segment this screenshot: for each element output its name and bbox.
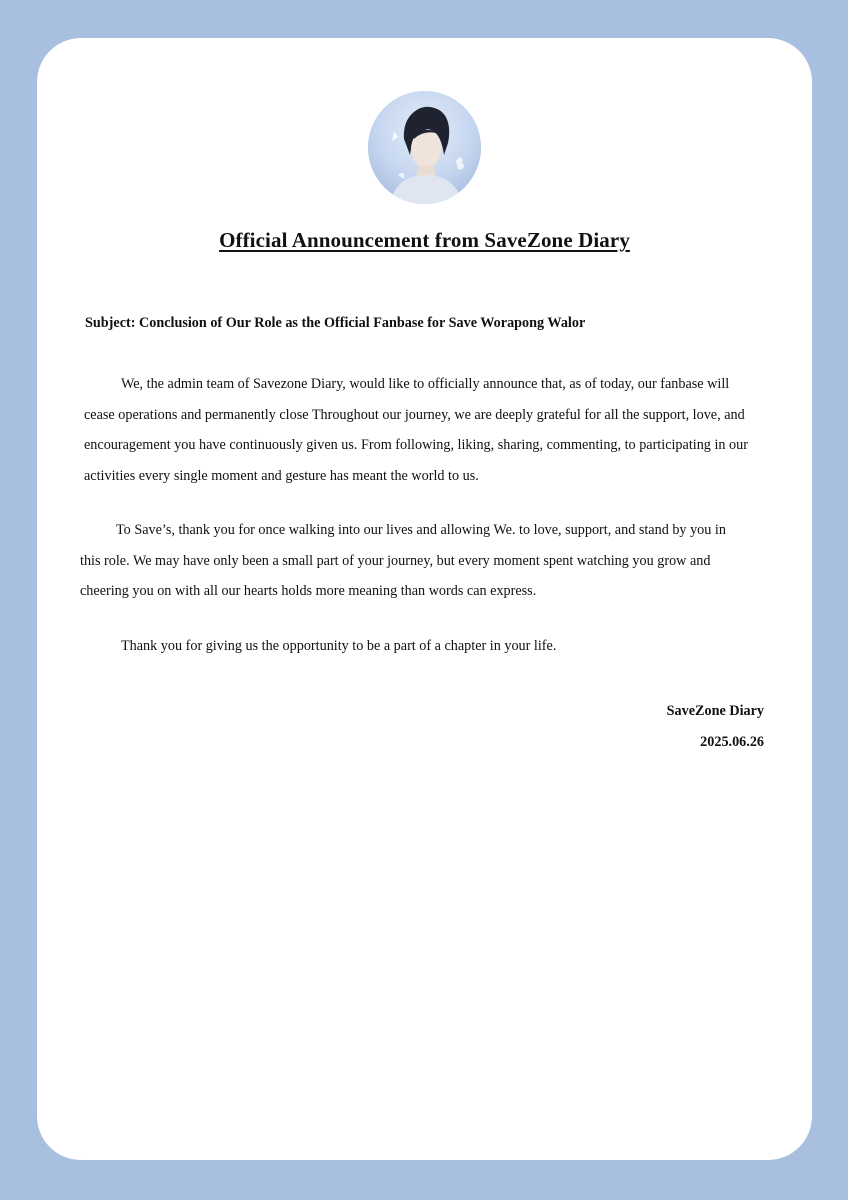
paragraph-2-line: To Save’s, thank you for once walking into our lives and allowing We. to love, support, and stand by you in (116, 522, 726, 538)
paragraph-3 (80, 631, 556, 662)
signature-name: SaveZone Diary (666, 703, 764, 719)
paragraph-2-line: this role. We may have only been a small part of your journey, but every moment spent watching you grow and (80, 552, 711, 569)
paragraph-1-line: We, the admin team of Savezone Diary, would like to officially announce that, as of today, our fanbase will (121, 376, 730, 392)
signature-date: 2025.06.26 (700, 734, 764, 750)
announcement-card (37, 38, 812, 1160)
page-title: Official Announcement from SaveZone Diary (219, 228, 630, 252)
paragraph-1-line: cease operations and permanently close Throughout our journey, we are deeply grateful for all the support, love, and (84, 406, 745, 423)
profile-avatar (368, 91, 481, 204)
signature-block (667, 696, 764, 758)
paragraph-1-line: activities every single moment and gesture has meant the world to us. (84, 467, 479, 484)
paragraph-2-line: cheering you on with all our hearts holds more meaning than words can express. (80, 583, 537, 599)
paragraph-1 (84, 369, 748, 491)
paragraph-3-line: Thank you for giving us the opportunity to be a part of a chapter in your life. (121, 638, 557, 654)
paragraph-2 (80, 515, 726, 607)
avatar-portrait-icon (368, 91, 481, 204)
subject-line: Subject: Conclusion of Our Role as the Official Fanbase for Save Worapong Walor (85, 315, 586, 331)
paragraph-1-line: encouragement you have continuously given us. From following, liking, sharing, commenting, to participating in our (84, 437, 748, 453)
